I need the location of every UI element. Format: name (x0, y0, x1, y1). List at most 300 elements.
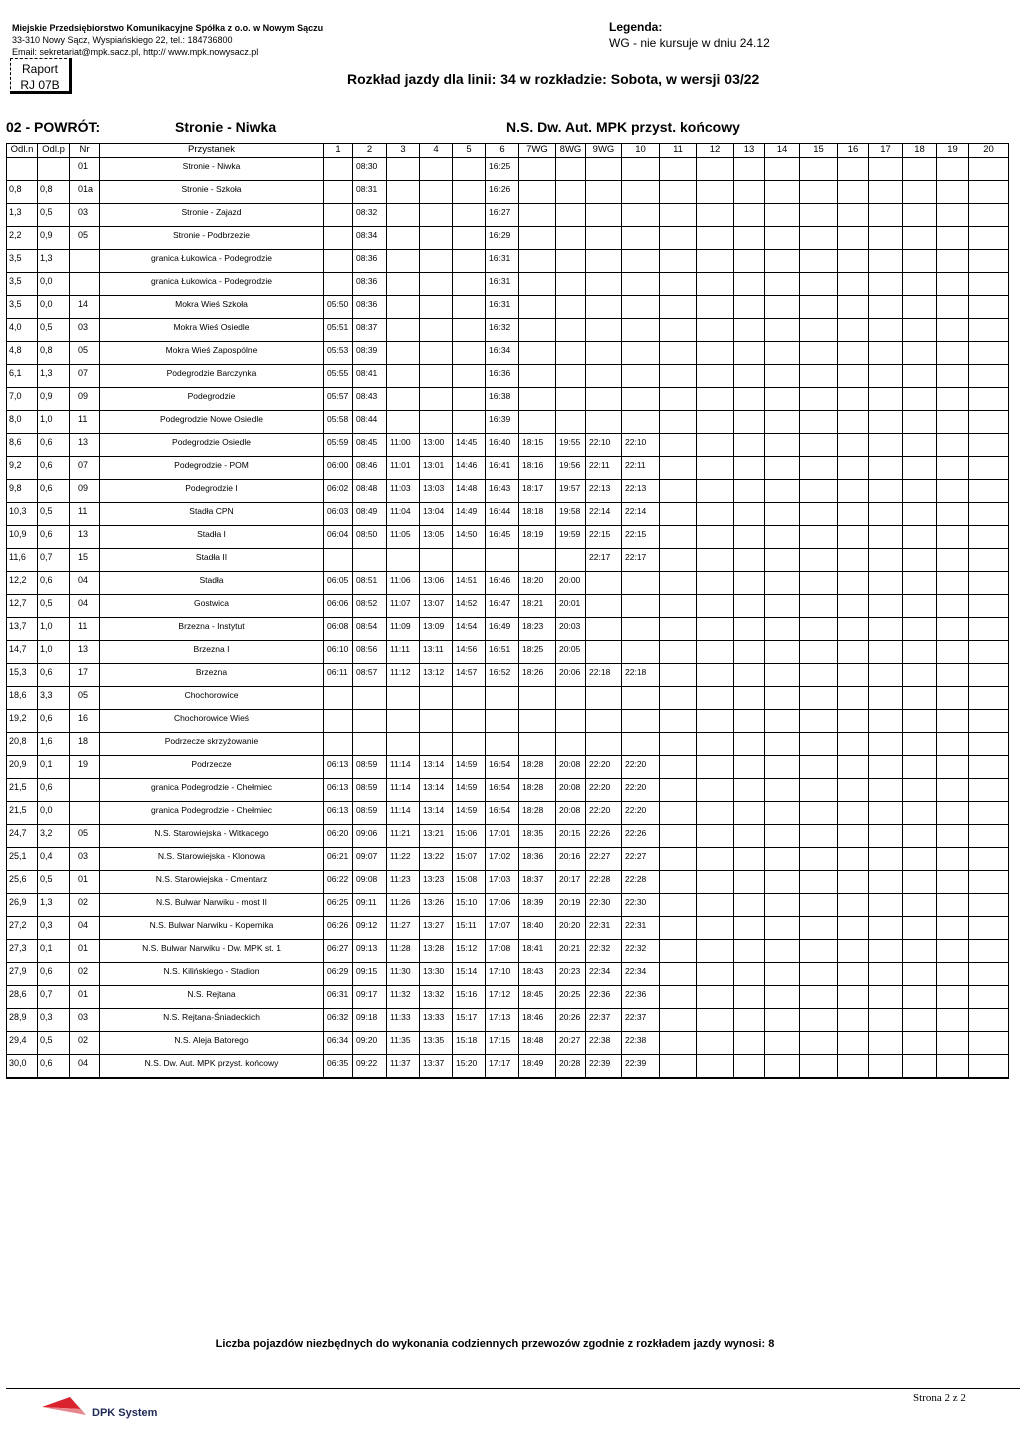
departure-time (903, 664, 937, 687)
departure-time (556, 365, 586, 388)
departure-time (586, 687, 622, 710)
departure-time (800, 710, 838, 733)
departure-time (660, 825, 697, 848)
departure-time: 22:36 (622, 986, 660, 1009)
departure-time (937, 894, 969, 917)
distance-segment: 0,6 (38, 664, 70, 687)
departure-time (734, 434, 765, 457)
departure-time (453, 250, 486, 273)
departure-time (800, 1055, 838, 1079)
departure-time (969, 388, 1009, 411)
departure-time (324, 710, 353, 733)
stop-name: Mokra Wieś Osiedle (100, 319, 324, 342)
departure-time: 22:11 (622, 457, 660, 480)
departure-time (937, 687, 969, 710)
departure-time (660, 595, 697, 618)
departure-time (660, 687, 697, 710)
stop-number: 02 (70, 894, 100, 917)
departure-time (765, 917, 800, 940)
departure-time (586, 342, 622, 365)
stop-number (70, 273, 100, 296)
departure-time (800, 963, 838, 986)
departure-time: 17:08 (486, 940, 519, 963)
departure-time (519, 710, 556, 733)
departure-time: 08:43 (353, 388, 387, 411)
departure-time (869, 526, 903, 549)
departure-time (937, 986, 969, 1009)
departure-time (734, 526, 765, 549)
departure-time (353, 733, 387, 756)
departure-time: 11:30 (387, 963, 420, 986)
departure-time (869, 894, 903, 917)
stop-name: granica Podegrodzie - Chełmiec (100, 779, 324, 802)
departure-time (765, 733, 800, 756)
departure-time (765, 319, 800, 342)
departure-time (734, 204, 765, 227)
departure-time: 18:19 (519, 526, 556, 549)
departure-time (556, 227, 586, 250)
departure-time (519, 319, 556, 342)
departure-time: 17:03 (486, 871, 519, 894)
departure-time (838, 319, 869, 342)
distance-segment: 3,2 (38, 825, 70, 848)
departure-time: 16:44 (486, 503, 519, 526)
distance-segment: 0,6 (38, 480, 70, 503)
report-code-box (10, 58, 72, 94)
page-number: Strona 2 z 2 (913, 1392, 966, 1404)
distance-total: 14,7 (7, 641, 38, 664)
departure-time (519, 549, 556, 572)
departure-time: 17:10 (486, 963, 519, 986)
departure-time (903, 480, 937, 503)
departure-time (838, 158, 869, 181)
departure-time: 11:01 (387, 457, 420, 480)
departure-time (697, 434, 734, 457)
departure-time (765, 204, 800, 227)
departure-time (324, 158, 353, 181)
departure-time: 22:14 (622, 503, 660, 526)
departure-time (586, 411, 622, 434)
departure-time: 06:35 (324, 1055, 353, 1079)
departure-time (660, 641, 697, 664)
departure-time (869, 158, 903, 181)
distance-total: 3,5 (7, 250, 38, 273)
departure-time: 20:28 (556, 1055, 586, 1079)
departure-time: 17:01 (486, 825, 519, 848)
departure-time: 16:39 (486, 411, 519, 434)
departure-time (420, 687, 453, 710)
departure-time (486, 710, 519, 733)
departure-time (937, 825, 969, 848)
departure-time (734, 342, 765, 365)
departure-time (969, 549, 1009, 572)
column-header: 8WG (556, 144, 586, 158)
departure-time (697, 848, 734, 871)
departure-time: 18:40 (519, 917, 556, 940)
stop-name: Podegrodzie Barczynka (100, 365, 324, 388)
departure-time (622, 733, 660, 756)
timetable-row (7, 434, 1009, 457)
departure-time: 18:37 (519, 871, 556, 894)
timetable-row (7, 618, 1009, 641)
distance-segment: 0,5 (38, 871, 70, 894)
departure-time (800, 641, 838, 664)
departure-time: 22:15 (586, 526, 622, 549)
departure-time (765, 480, 800, 503)
distance-total: 18,6 (7, 687, 38, 710)
timetable-row (7, 549, 1009, 572)
departure-time (903, 319, 937, 342)
company-email: Email: sekretariat@mpk.sacz.pl, http:// www.mpk.nowysacz.pl (12, 47, 259, 57)
distance-total: 8,0 (7, 411, 38, 434)
departure-time (734, 848, 765, 871)
departure-time (387, 204, 420, 227)
departure-time (697, 595, 734, 618)
departure-time (765, 710, 800, 733)
distance-total: 8,6 (7, 434, 38, 457)
distance-segment: 0,1 (38, 756, 70, 779)
departure-time (556, 181, 586, 204)
departure-time: 16:54 (486, 802, 519, 825)
departure-time (697, 618, 734, 641)
departure-time: 22:30 (622, 894, 660, 917)
departure-time (838, 664, 869, 687)
departure-time: 18:25 (519, 641, 556, 664)
departure-time: 15:08 (453, 871, 486, 894)
stop-number: 04 (70, 1055, 100, 1079)
departure-time (697, 480, 734, 503)
departure-time (838, 365, 869, 388)
departure-time (660, 733, 697, 756)
departure-time: 13:04 (420, 503, 453, 526)
departure-time (697, 733, 734, 756)
departure-time: 22:34 (622, 963, 660, 986)
departure-time (800, 1009, 838, 1032)
departure-time (765, 273, 800, 296)
departure-time (324, 227, 353, 250)
stop-name: Podegrodzie Nowe Osiedle (100, 411, 324, 434)
distance-total: 12,2 (7, 572, 38, 595)
timetable-row (7, 273, 1009, 296)
stop-number: 03 (70, 1009, 100, 1032)
departure-time (838, 411, 869, 434)
departure-time: 19:58 (556, 503, 586, 526)
departure-time (622, 273, 660, 296)
distance-total: 2,2 (7, 227, 38, 250)
departure-time (765, 595, 800, 618)
departure-time: 06:21 (324, 848, 353, 871)
departure-time (697, 572, 734, 595)
departure-time (420, 342, 453, 365)
departure-time (838, 871, 869, 894)
departure-time: 22:20 (622, 756, 660, 779)
departure-time (869, 434, 903, 457)
timetable-row (7, 802, 1009, 825)
departure-time: 22:36 (586, 986, 622, 1009)
departure-time (519, 158, 556, 181)
departure-time (969, 250, 1009, 273)
distance-segment: 0,5 (38, 595, 70, 618)
departure-time: 06:32 (324, 1009, 353, 1032)
distance-total: 3,5 (7, 296, 38, 319)
timetable-body (7, 158, 1009, 1079)
departure-time: 08:31 (353, 181, 387, 204)
column-header: Nr (70, 144, 100, 158)
departure-time (622, 227, 660, 250)
departure-time (765, 250, 800, 273)
departure-time (869, 986, 903, 1009)
departure-time (800, 986, 838, 1009)
distance-segment: 0,7 (38, 549, 70, 572)
departure-time (969, 940, 1009, 963)
departure-time (353, 687, 387, 710)
departure-time: 06:00 (324, 457, 353, 480)
departure-time (586, 181, 622, 204)
distance-segment: 0,8 (38, 181, 70, 204)
departure-time (765, 802, 800, 825)
stop-name: Stadła (100, 572, 324, 595)
departure-time (453, 227, 486, 250)
departure-time (969, 687, 1009, 710)
departure-time: 09:18 (353, 1009, 387, 1032)
legend (609, 19, 770, 51)
distance-total: 27,9 (7, 963, 38, 986)
departure-time: 06:29 (324, 963, 353, 986)
departure-time (660, 917, 697, 940)
departure-time (697, 871, 734, 894)
departure-time (937, 388, 969, 411)
departure-time (903, 158, 937, 181)
distance-total: 9,2 (7, 457, 38, 480)
departure-time (420, 365, 453, 388)
departure-time (903, 1055, 937, 1079)
departure-time (660, 618, 697, 641)
departure-time (420, 158, 453, 181)
departure-time: 14:56 (453, 641, 486, 664)
departure-time (697, 940, 734, 963)
distance-segment: 0,4 (38, 848, 70, 871)
departure-time: 11:12 (387, 664, 420, 687)
stop-name: Stronie - Szkoła (100, 181, 324, 204)
departure-time (838, 273, 869, 296)
departure-time (903, 802, 937, 825)
departure-time: 11:09 (387, 618, 420, 641)
stop-number: 15 (70, 549, 100, 572)
distance-segment: 3,3 (38, 687, 70, 710)
departure-time: 22:39 (586, 1055, 622, 1079)
departure-time: 15:20 (453, 1055, 486, 1079)
departure-time (903, 1032, 937, 1055)
report-label: Raport (21, 62, 59, 76)
departure-time: 13:14 (420, 756, 453, 779)
column-header: 17 (869, 144, 903, 158)
departure-time (387, 250, 420, 273)
departure-time (519, 227, 556, 250)
departure-time (324, 250, 353, 273)
departure-time (697, 641, 734, 664)
departure-time: 18:45 (519, 986, 556, 1009)
departure-time (838, 181, 869, 204)
departure-time (903, 526, 937, 549)
departure-time: 20:03 (556, 618, 586, 641)
departure-time (586, 273, 622, 296)
departure-time (420, 204, 453, 227)
departure-time (937, 848, 969, 871)
departure-time: 14:48 (453, 480, 486, 503)
departure-time (420, 710, 453, 733)
departure-time: 22:32 (622, 940, 660, 963)
timetable-row (7, 595, 1009, 618)
departure-time: 16:26 (486, 181, 519, 204)
departure-time (800, 687, 838, 710)
stop-number: 03 (70, 319, 100, 342)
departure-time: 22:13 (622, 480, 660, 503)
distance-total: 1,3 (7, 204, 38, 227)
departure-time (937, 411, 969, 434)
departure-time (903, 917, 937, 940)
departure-time (869, 273, 903, 296)
departure-time: 17:17 (486, 1055, 519, 1079)
departure-time (324, 687, 353, 710)
departure-time: 22:28 (586, 871, 622, 894)
departure-time (800, 319, 838, 342)
departure-time (586, 710, 622, 733)
departure-time (622, 595, 660, 618)
distance-segment: 0,5 (38, 204, 70, 227)
distance-total: 12,7 (7, 595, 38, 618)
timetable-row (7, 457, 1009, 480)
departure-time (734, 503, 765, 526)
departure-time (420, 549, 453, 572)
departure-time (387, 411, 420, 434)
departure-time (420, 411, 453, 434)
departure-time (869, 503, 903, 526)
stop-number: 03 (70, 204, 100, 227)
departure-time (838, 802, 869, 825)
departure-time (937, 871, 969, 894)
distance-segment: 0,6 (38, 434, 70, 457)
departure-time (800, 204, 838, 227)
departure-time (556, 204, 586, 227)
departure-time (937, 158, 969, 181)
departure-time (969, 871, 1009, 894)
departure-time (765, 526, 800, 549)
departure-time (937, 526, 969, 549)
departure-time (765, 894, 800, 917)
departure-time: 08:39 (353, 342, 387, 365)
departure-time (800, 825, 838, 848)
departure-time: 13:09 (420, 618, 453, 641)
departure-time (765, 388, 800, 411)
departure-time (697, 319, 734, 342)
departure-time: 20:26 (556, 1009, 586, 1032)
departure-time (838, 549, 869, 572)
stop-name: Brzezna I (100, 641, 324, 664)
departure-time (660, 365, 697, 388)
departure-time: 22:18 (586, 664, 622, 687)
stop-number: 05 (70, 687, 100, 710)
departure-time (969, 848, 1009, 871)
departure-time (869, 871, 903, 894)
departure-time (622, 296, 660, 319)
departure-time: 14:46 (453, 457, 486, 480)
departure-time: 22:27 (622, 848, 660, 871)
departure-time: 22:37 (586, 1009, 622, 1032)
departure-time (765, 434, 800, 457)
departure-time: 20:01 (556, 595, 586, 618)
departure-time (556, 549, 586, 572)
departure-time (586, 158, 622, 181)
departure-time (765, 1055, 800, 1079)
departure-time (734, 733, 765, 756)
departure-time: 08:44 (353, 411, 387, 434)
column-header: 7WG (519, 144, 556, 158)
departure-time: 08:37 (353, 319, 387, 342)
departure-time (969, 319, 1009, 342)
timetable-row (7, 756, 1009, 779)
departure-time (969, 158, 1009, 181)
departure-time (765, 664, 800, 687)
departure-time (838, 825, 869, 848)
departure-time (969, 917, 1009, 940)
departure-time (869, 618, 903, 641)
departure-time (869, 641, 903, 664)
departure-time (697, 158, 734, 181)
distance-segment: 0,9 (38, 388, 70, 411)
departure-time: 06:31 (324, 986, 353, 1009)
departure-time (869, 664, 903, 687)
departure-time (556, 710, 586, 733)
departure-time: 06:13 (324, 779, 353, 802)
departure-time: 06:27 (324, 940, 353, 963)
departure-time: 22:31 (622, 917, 660, 940)
departure-time (387, 319, 420, 342)
departure-time (800, 940, 838, 963)
departure-time (969, 227, 1009, 250)
company-header (12, 22, 323, 58)
departure-time (869, 457, 903, 480)
departure-time (660, 204, 697, 227)
departure-time: 11:27 (387, 917, 420, 940)
departure-time: 06:02 (324, 480, 353, 503)
distance-total: 27,3 (7, 940, 38, 963)
stop-name: Podrzecze skrzyżowanie (100, 733, 324, 756)
departure-time: 14:52 (453, 595, 486, 618)
departure-time (734, 756, 765, 779)
departure-time (586, 204, 622, 227)
departure-time (765, 779, 800, 802)
departure-time: 22:32 (586, 940, 622, 963)
departure-time (869, 733, 903, 756)
departure-time (765, 825, 800, 848)
departure-time: 08:36 (353, 296, 387, 319)
departure-time: 13:12 (420, 664, 453, 687)
departure-time (519, 365, 556, 388)
stop-name: Brzezna - Instytut (100, 618, 324, 641)
departure-time (324, 204, 353, 227)
departure-time (660, 457, 697, 480)
departure-time: 16:31 (486, 296, 519, 319)
timetable-row (7, 848, 1009, 871)
departure-time (937, 802, 969, 825)
departure-time (586, 595, 622, 618)
departure-time: 17:02 (486, 848, 519, 871)
departure-time (800, 342, 838, 365)
departure-time: 20:05 (556, 641, 586, 664)
departure-time (660, 963, 697, 986)
timetable-row (7, 1055, 1009, 1079)
departure-time (800, 411, 838, 434)
